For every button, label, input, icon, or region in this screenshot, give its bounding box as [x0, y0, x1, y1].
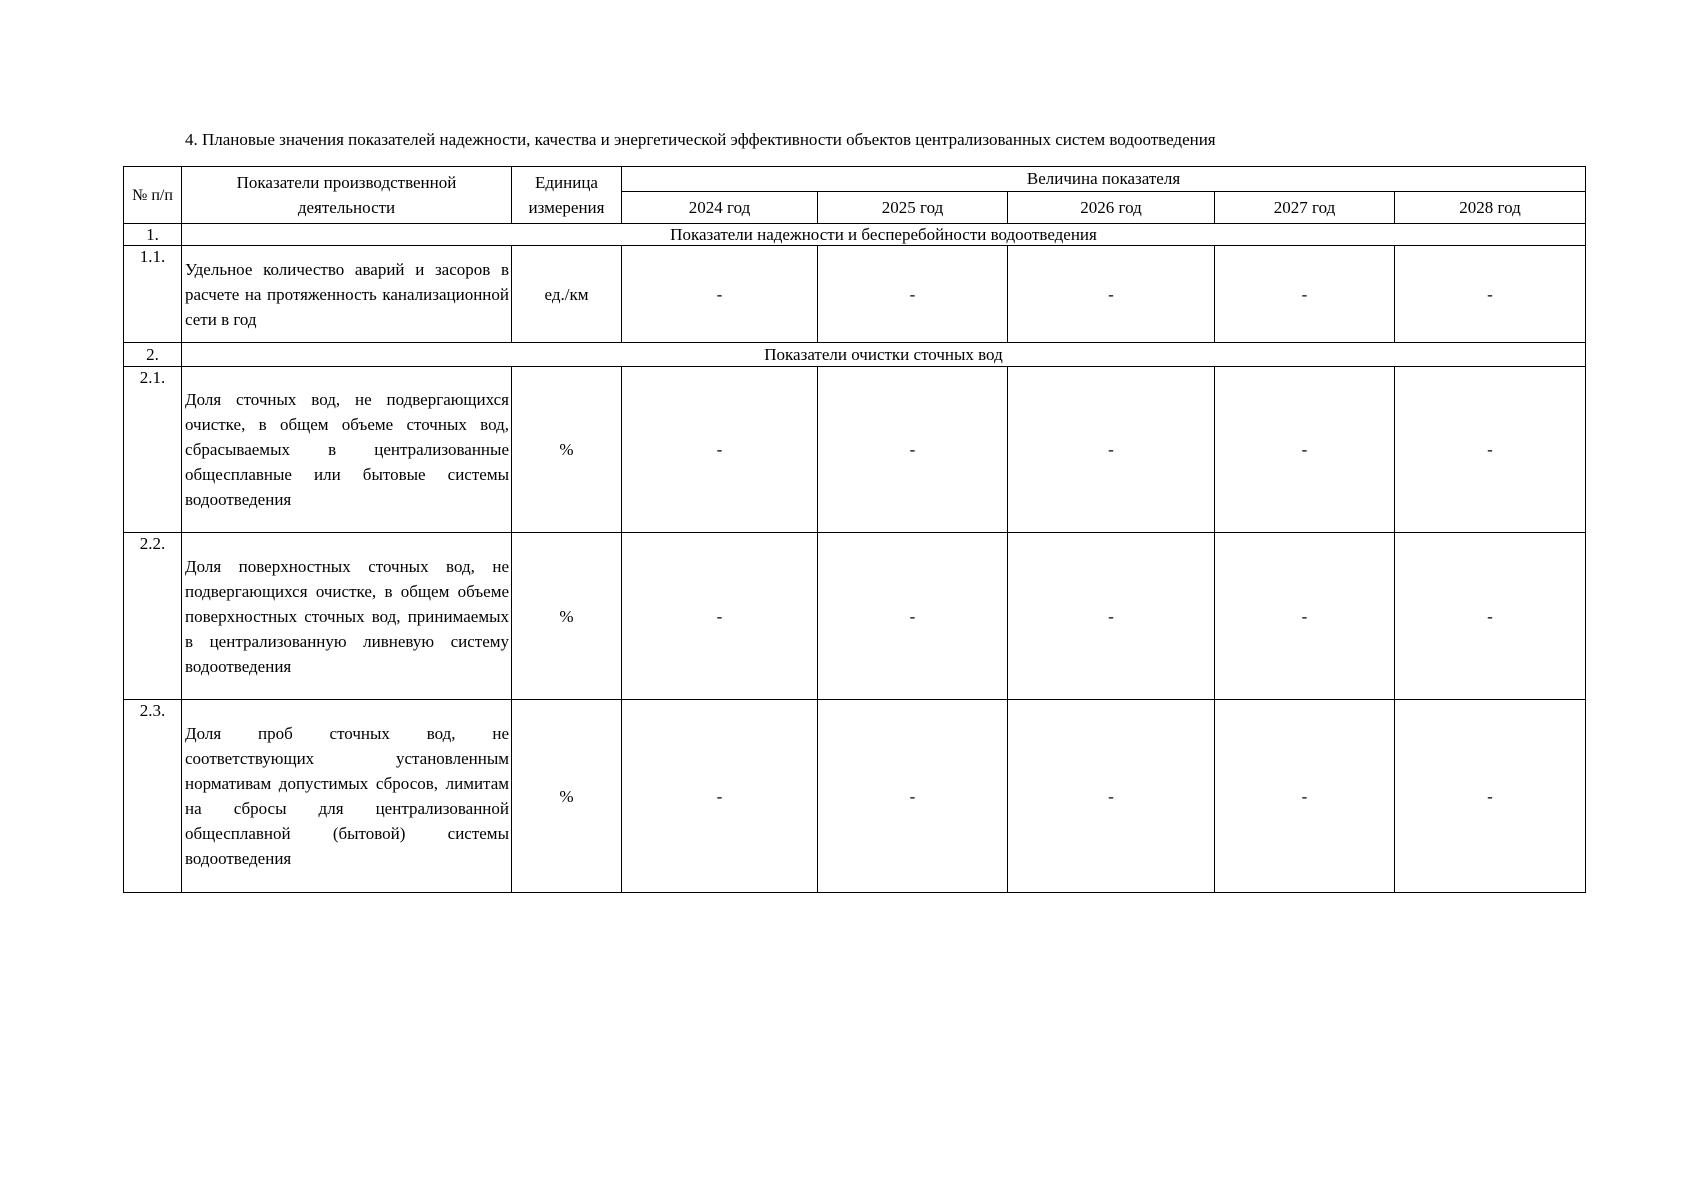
row-num: 2.1.	[124, 367, 182, 533]
row-unit: %	[512, 367, 622, 533]
row-value: -	[818, 246, 1008, 343]
row-value: -	[1395, 367, 1586, 533]
row-indicator-name: Доля сточных вод, не подвергающихся очистке, в общем объеме сточных вод, сбрасываемых в централизованные общесплавные или бытовые системы водоотведения	[182, 367, 512, 533]
section-title: Показатели очистки сточных вод	[182, 343, 1586, 367]
section-num: 2.	[124, 343, 182, 367]
row-value: -	[1008, 246, 1215, 343]
row-num: 2.3.	[124, 700, 182, 893]
row-value: -	[622, 246, 818, 343]
row-indicator-name: Удельное количество аварий и засоров в расчете на протяженность канализационной сети в год	[182, 246, 512, 343]
header-year: 2025 год	[818, 192, 1008, 224]
document-title: 4. Плановые значения показателей надежности, качества и энергетической эффективности объектов централизованных систем водоотведения	[185, 130, 1216, 149]
header-num: № п/п	[124, 167, 182, 224]
row-value: -	[818, 700, 1008, 893]
section-num: 1.	[124, 224, 182, 246]
row-value: -	[622, 533, 818, 700]
row-value: -	[1215, 367, 1395, 533]
table-row	[124, 533, 1586, 700]
table-row	[124, 700, 1586, 893]
header-year: 2028 год	[1395, 192, 1586, 224]
row-value: -	[1395, 246, 1586, 343]
header-indicator: Показатели производственной деятельности	[182, 167, 512, 224]
indicators-table	[123, 166, 1586, 893]
row-indicator-name: Доля проб сточных вод, не соответствующих установленным нормативам допустимых сбросов, лимитам на сбросы для централизованной общесплавной (бытовой) системы водоотведения	[182, 700, 512, 893]
row-value: -	[1215, 700, 1395, 893]
row-value: -	[1008, 367, 1215, 533]
row-indicator-name: Доля поверхностных сточных вод, не подвергающихся очистке, в общем объеме поверхностных сточных вод, принимаемых в централизованную ливневую систему водоотведения	[182, 533, 512, 700]
section-title: Показатели надежности и бесперебойности водоотведения	[182, 224, 1586, 246]
row-value: -	[1395, 533, 1586, 700]
row-value: -	[1215, 533, 1395, 700]
row-value: -	[622, 700, 818, 893]
row-value: -	[622, 367, 818, 533]
header-value-group: Величина показателя	[622, 167, 1586, 192]
section-row	[124, 343, 1586, 367]
row-value: -	[1008, 700, 1215, 893]
row-value: -	[1008, 533, 1215, 700]
row-num: 1.1.	[124, 246, 182, 343]
row-unit: ед./км	[512, 246, 622, 343]
header-year: 2026 год	[1008, 192, 1215, 224]
row-value: -	[818, 533, 1008, 700]
row-value: -	[1395, 700, 1586, 893]
section-row	[124, 224, 1586, 246]
row-value: -	[818, 367, 1008, 533]
header-year: 2027 год	[1215, 192, 1395, 224]
header-unit: Единица измерения	[512, 167, 622, 224]
table-row	[124, 367, 1586, 533]
row-num: 2.2.	[124, 533, 182, 700]
row-value: -	[1215, 246, 1395, 343]
table-row	[124, 246, 1586, 343]
row-unit: %	[512, 533, 622, 700]
header-year: 2024 год	[622, 192, 818, 224]
row-unit: %	[512, 700, 622, 893]
